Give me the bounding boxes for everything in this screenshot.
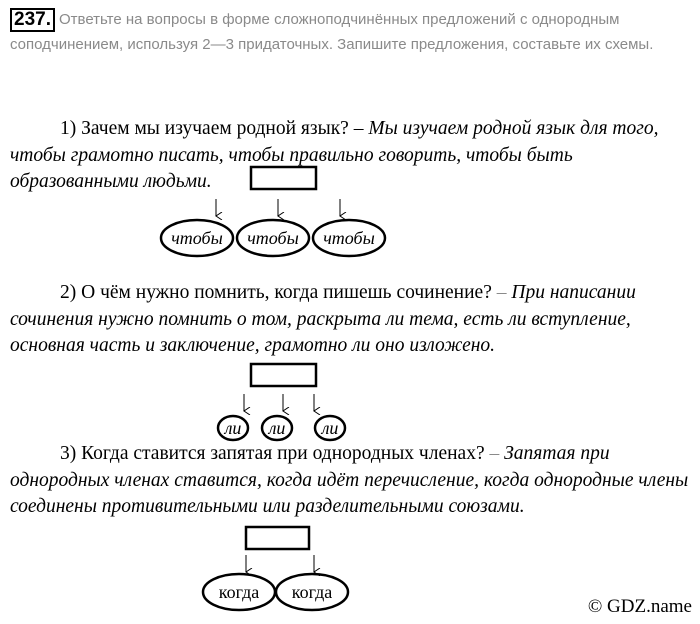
scheme-word: чтобы <box>171 228 223 248</box>
task-number: 237. <box>10 8 55 32</box>
watermark: © GDZ.name <box>587 596 692 617</box>
scheme-word: ли <box>321 418 339 438</box>
task-header <box>10 8 692 57</box>
dash-2: – <box>491 282 507 303</box>
scheme-2 <box>218 364 345 440</box>
item-1 <box>10 116 696 196</box>
main-clause-box <box>251 364 316 386</box>
scheme-word: чтобы <box>323 228 375 248</box>
clause-oval <box>203 574 275 610</box>
scheme-word: ли <box>224 418 242 438</box>
clause-oval <box>276 574 348 610</box>
answer-2: При написании сочинения нужно помнить о том, раскрыта ли тема, есть ли вступление, основная часть и заключение, грамотно ли оно изложено. <box>10 282 636 356</box>
dash-3: – <box>484 443 500 464</box>
task-instruction: Ответьте на вопросы в форме сложноподчинённых предложений с однородным соподчинением, используя 2—3 придаточных. Запишите предложения, составьте их схемы. <box>10 11 654 53</box>
answer-1: Мы изучаем родной язык для того, чтобы грамотно писать, чтобы правильно говорить, чтобы быть образованными людьми. <box>10 118 659 192</box>
main-clause-box <box>246 527 309 549</box>
clause-oval <box>315 416 345 440</box>
scheme-word: чтобы <box>247 228 299 248</box>
answer-3: Запятая при однородных членах ставится, когда идёт перечисление, когда однородные члены соединены противительными или разделительными союзами. <box>10 443 689 517</box>
question-2: 2) О чём нужно помнить, когда пишешь сочинение? <box>60 282 492 303</box>
clause-oval <box>218 416 248 440</box>
scheme-3 <box>203 527 348 610</box>
dash-1: – <box>348 118 364 139</box>
scheme-word: когда <box>218 582 260 602</box>
item-3 <box>10 441 696 521</box>
clause-oval <box>313 220 385 256</box>
clause-oval <box>237 220 309 256</box>
clause-oval <box>161 220 233 256</box>
question-3: 3) Когда ставится запятая при однородных членах? <box>60 443 485 464</box>
scheme-word: когда <box>291 582 333 602</box>
scheme-word: ли <box>268 418 286 438</box>
question-1: 1) Зачем мы изучаем родной язык? <box>60 118 349 139</box>
item-2 <box>10 280 696 360</box>
clause-oval <box>262 416 292 440</box>
